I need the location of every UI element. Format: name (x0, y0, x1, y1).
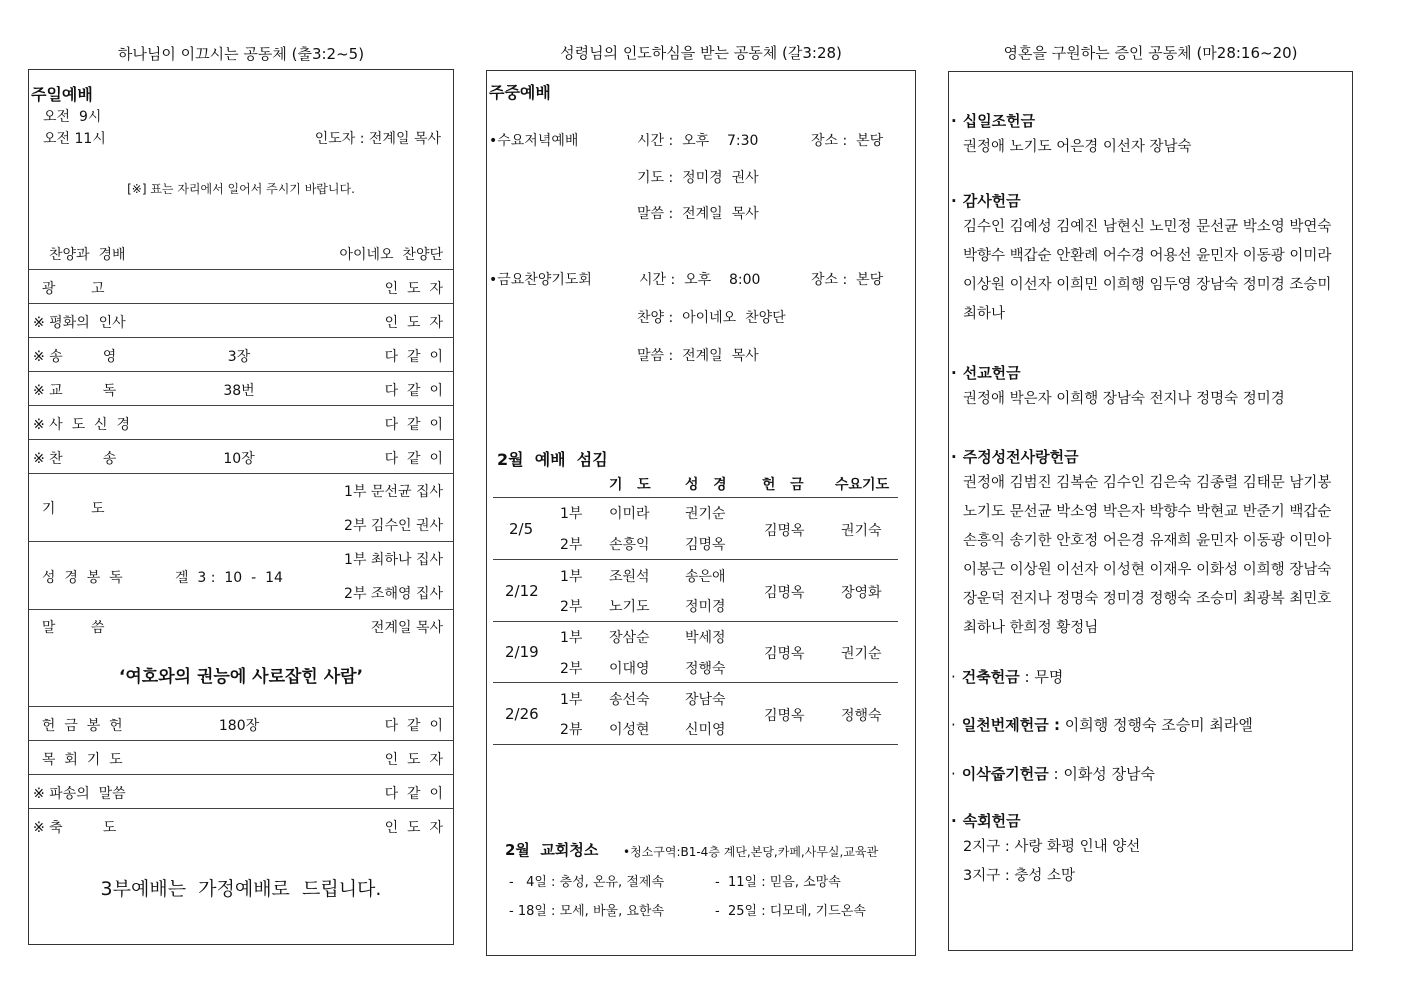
service-time-1: 오전 9시 (43, 109, 102, 125)
serve-date: 2/12 (505, 582, 539, 600)
serve-bible: 정행숙 (685, 661, 726, 677)
serve-prayer: 손흥익 (609, 537, 650, 553)
cleaning-title: 2월 교회청소 (505, 841, 599, 859)
serve-bible: 권기순 (685, 506, 726, 522)
sermon-label: 말 씀 (33, 620, 105, 636)
district-line: 3지구 : 충성 소망 (963, 868, 1075, 884)
offering-section-thanks: · 감사헌금 김수인 김예성 김예진 남현신 노민정 문선균 박소영 박연숙 박향수 백갑순 안환례 어수경 어용선 윤민자 이동광 이미라 이상원 이선자 이희민 이희행 임두영 장남숙 정미경 조승미 최하나 (951, 190, 1331, 329)
offering-heading: 주정성전사랑헌금 (962, 448, 1079, 466)
order-leader: 다 같 이 (384, 349, 443, 365)
serve-part: 1부 (560, 692, 583, 708)
serve-header-offering: 헌 금 (762, 477, 804, 493)
order-leader: 인 도 자 (384, 752, 443, 768)
serve-title: 2월 예배 섬김 (497, 450, 608, 469)
district-line: 2지구 : 사랑 화평 인내 양선 (963, 839, 1141, 855)
offering-section-mission: · 선교헌금 권정애 박은자 이희행 장남숙 전지나 정명숙 정미경 (951, 362, 1285, 414)
offering-heading: 선교헌금 (962, 364, 1021, 382)
sunday-worship-heading: 주일예배 (31, 85, 93, 104)
order-label: ※ 송 영 (33, 349, 117, 365)
serve-wednesday: 권기숙 (841, 523, 882, 539)
order-detail: 180장 (218, 718, 260, 734)
divider (29, 541, 453, 542)
order-row (29, 270, 453, 303)
weekday-worship-panel (486, 70, 916, 956)
standing-note: [※] 표는 자리에서 일어서 주시기 바랍니다. (127, 182, 355, 196)
serve-part: 1부 (560, 569, 583, 585)
serve-prayer: 이미라 (609, 506, 650, 522)
serve-bible: 신미영 (685, 722, 726, 738)
divider (493, 559, 898, 560)
left-column-title: 하나님이 이끄시는 공동체 (출3:2~5) (117, 45, 365, 63)
divider (29, 609, 453, 610)
reading-leader-2: 2부 조해영 집사 (344, 586, 443, 602)
order-leader: 다 같 이 (384, 718, 443, 734)
reading-label: 성 경 봉 독 (33, 570, 123, 586)
donor-line: 장운덕 전지나 정명숙 정미경 정행숙 조승미 최광복 최민호 (963, 591, 1332, 607)
order-row-praise (29, 236, 453, 269)
serve-part: 1부 (560, 506, 583, 522)
serve-date: 2/19 (505, 643, 539, 661)
serve-prayer: 장삼순 (609, 630, 650, 646)
sermon-title: ‘여호와의 권능에 사로잡힌 사람’ (118, 667, 364, 687)
donor-line: 박향수 백갑순 안환례 어수경 어용선 윤민자 이동광 이미라 (963, 248, 1332, 264)
donor-line: 권정애 노기도 어은경 이선자 장남숙 (963, 139, 1192, 155)
order-label: 찬양과 경배 (49, 247, 126, 263)
serve-bible: 송은애 (685, 569, 726, 585)
order-row (29, 406, 453, 439)
wednesday-word: 말씀 : 전계일 목사 (637, 206, 759, 222)
order-leader: 다 같 이 (384, 383, 443, 399)
serve-offering: 김명옥 (764, 585, 805, 601)
prayer-leader-2: 2부 김수인 권사 (344, 518, 443, 534)
offering-heading: 속회헌금 (962, 812, 1021, 830)
donor-line: 이상원 이선자 이희민 이희행 임두영 장남숙 정미경 조승미 (963, 277, 1332, 293)
serve-header-bible: 성 경 (685, 477, 727, 493)
worship-leader: 인도자 : 전계일 목사 (314, 131, 441, 147)
order-label: 헌 금 봉 헌 (33, 718, 123, 734)
serve-bible: 박세정 (685, 630, 726, 646)
offering-section-first: · 일천번제헌금 : 이희행 정행숙 조승미 최라엘 (951, 716, 1253, 734)
order-leader: 인 도 자 (384, 315, 443, 331)
order-label: ※ 사 도 신 경 (33, 417, 130, 433)
friday-praise: 찬양 : 아이네오 찬양단 (637, 310, 786, 326)
offering-section-tithe: · 십일조헌금 권정애 노기도 어은경 이선자 장남숙 (951, 110, 1192, 162)
serve-wednesday: 권기순 (841, 646, 882, 662)
divider (493, 744, 898, 745)
divider (29, 473, 453, 474)
order-row (29, 809, 453, 842)
sermon-preacher: 전계일 목사 (370, 620, 443, 636)
serve-offering: 김명옥 (764, 523, 805, 539)
donor-line: 이봉근 이상원 이선자 이성현 이재우 이화성 이희행 장남숙 (963, 562, 1332, 578)
offering-section-sprout: · 이삭줍기헌금 : 이화성 장남숙 (951, 765, 1156, 783)
serve-offering: 김명옥 (764, 646, 805, 662)
friday-service-name: •금요찬양기도회 (489, 272, 592, 288)
order-detail: 3장 (227, 349, 251, 365)
wednesday-service-name: •수요저녁예배 (489, 133, 579, 149)
order-label: 광 고 (33, 281, 105, 297)
serve-wednesday: 장영화 (841, 585, 882, 601)
serve-prayer: 이성현 (609, 722, 650, 738)
service-time-2: 오전 11시 (43, 131, 106, 147)
serve-part: 2부 (560, 537, 583, 553)
donor-line: 이희행 정행숙 조승미 최라엘 (1059, 716, 1253, 734)
serve-prayer: 이대영 (609, 661, 650, 677)
cleaning-schedule: - 18일 : 모세, 바울, 요한속 (509, 904, 665, 919)
weekday-worship-heading: 주중예배 (489, 83, 551, 102)
serve-part: 2뷰 (560, 722, 583, 738)
donor-line: 최하나 (963, 306, 1006, 322)
wednesday-time: 시간 : 오후 7:30 (637, 133, 759, 149)
order-row (29, 304, 453, 337)
order-leader: 다 같 이 (384, 786, 443, 802)
order-leader: 다 같 이 (384, 451, 443, 467)
order-label: ※ 축 도 (33, 820, 117, 836)
order-detail: 38번 (223, 383, 255, 399)
cleaning-area: •청소구역:B1-4층 계단,본당,카페,사무실,교육관 (623, 845, 879, 859)
order-label: ※ 파송의 말씀 (33, 786, 126, 802)
sunday-worship-panel (28, 69, 454, 945)
serve-wednesday: 정행숙 (841, 708, 882, 724)
serve-prayer: 송선숙 (609, 692, 650, 708)
order-row (29, 741, 453, 774)
friday-word: 말씀 : 전계일 목사 (637, 348, 759, 364)
order-leader: 다 같 이 (384, 417, 443, 433)
serve-part: 2부 (560, 661, 583, 677)
home-worship-note: 3부예배는 가정예배로 드립니다. (100, 878, 382, 900)
cleaning-schedule: - 4일 : 충성, 온유, 절제속 (509, 875, 664, 890)
prayer-label: 기 도 (33, 501, 105, 517)
order-row (29, 775, 453, 808)
serve-header-prayer: 기 도 (609, 477, 651, 493)
wednesday-prayer: 기도 : 정미경 권사 (637, 170, 759, 186)
offering-heading: 일천번제헌금 : (961, 716, 1060, 734)
serve-header-wednesday: 수요기도 (835, 477, 890, 493)
serve-part: 2부 (560, 599, 583, 615)
offering-panel (948, 71, 1353, 951)
serve-prayer: 노기도 (609, 599, 650, 615)
order-leader: 인 도 자 (384, 281, 443, 297)
order-label: ※ 찬 송 (33, 451, 117, 467)
order-label: 목 회 기 도 (33, 752, 123, 768)
middle-column-title: 성령님의 인도하심을 받는 공동체 (갈3:28) (560, 44, 842, 62)
donor-line: 최하나 한희정 황정님 (963, 620, 1099, 636)
order-leader: 인 도 자 (384, 820, 443, 836)
order-row (29, 440, 453, 473)
divider (493, 621, 898, 622)
serve-part: 1부 (560, 630, 583, 646)
cleaning-schedule: - 11일 : 믿음, 소망속 (715, 875, 841, 890)
serve-date: 2/26 (505, 705, 539, 723)
donor-line: 권정애 김범진 김복순 김수인 김은숙 김종렬 김태문 남기봉 (963, 475, 1332, 491)
donor-line: 손흥익 송기한 안호정 어은경 유재희 윤민자 이동광 이민아 (963, 533, 1332, 549)
divider (493, 497, 898, 498)
prayer-leader-1: 1부 문선균 집사 (344, 484, 443, 500)
order-label: ※ 교 독 (33, 383, 117, 399)
cleaning-schedule: - 25일 : 디모데, 기드온속 (715, 904, 866, 919)
donor-line: 김수인 김예성 김예진 남현신 노민정 문선균 박소영 박연숙 (963, 219, 1332, 235)
offering-section-building: · 건축헌금 : 무명 (951, 668, 1064, 686)
offering-section-sanctuary: · 주정성전사랑헌금 권정애 김범진 김복순 김수인 김은숙 김종렬 김태문 남기봉 노기도 문선균 박소영 박은자 박향수 박현교 반준기 백갑순 손흥익 송기한 안호정 어은경 유재희 윤민자 이동광 이민아 이봉근 이상원 이선자 이성현 이재우 이화성 이희행 장남숙 장운덕 전지나 정명숙 정미경 정행숙 조승미 최광복 최민호 최하나 한희정 황정님 (951, 446, 1331, 643)
offering-heading: 이삭줍기헌금 (961, 765, 1049, 783)
serve-bible: 정미경 (685, 599, 726, 615)
serve-prayer: 조원석 (609, 569, 650, 585)
order-label: ※ 평화의 인사 (33, 315, 126, 331)
offering-heading: 감사헌금 (962, 192, 1021, 210)
offering-heading: 십일조헌금 (962, 112, 1036, 130)
order-leader: 아이네오 찬양단 (339, 247, 443, 263)
serve-offering: 김명옥 (764, 708, 805, 724)
order-row (29, 707, 453, 740)
reading-leader-1: 1부 최하나 집사 (344, 552, 443, 568)
donor-line: : 무명 (1019, 668, 1064, 686)
divider (493, 682, 898, 683)
donor-line: 권정애 박은자 이희행 장남숙 전지나 정명숙 정미경 (963, 391, 1285, 407)
friday-place: 장소 : 본당 (811, 272, 884, 288)
wednesday-place: 장소 : 본당 (811, 133, 884, 149)
offering-heading: 건축헌금 (961, 668, 1020, 686)
donor-line: 노기도 문선균 박소영 박은자 박향수 박현교 반준기 백갑순 (963, 504, 1332, 520)
order-row (29, 338, 453, 371)
serve-bible: 김명옥 (685, 537, 726, 553)
serve-bible: 장남숙 (685, 692, 726, 708)
order-row (29, 372, 453, 405)
right-column-title: 영혼을 구원하는 증인 공동체 (마28:16~20) (1003, 44, 1298, 62)
serve-date: 2/5 (509, 520, 534, 538)
friday-time: 시간 : 오후 8:00 (639, 272, 761, 288)
order-detail: 10장 (223, 451, 255, 467)
offering-section-district: · 속회헌금 2지구 : 사랑 화평 인내 양선 3지구 : 충성 소망 (951, 810, 1140, 891)
reading-passage: 겔 3 : 10 - 14 (175, 570, 283, 586)
donor-line: : 이화성 장남숙 (1048, 765, 1156, 783)
